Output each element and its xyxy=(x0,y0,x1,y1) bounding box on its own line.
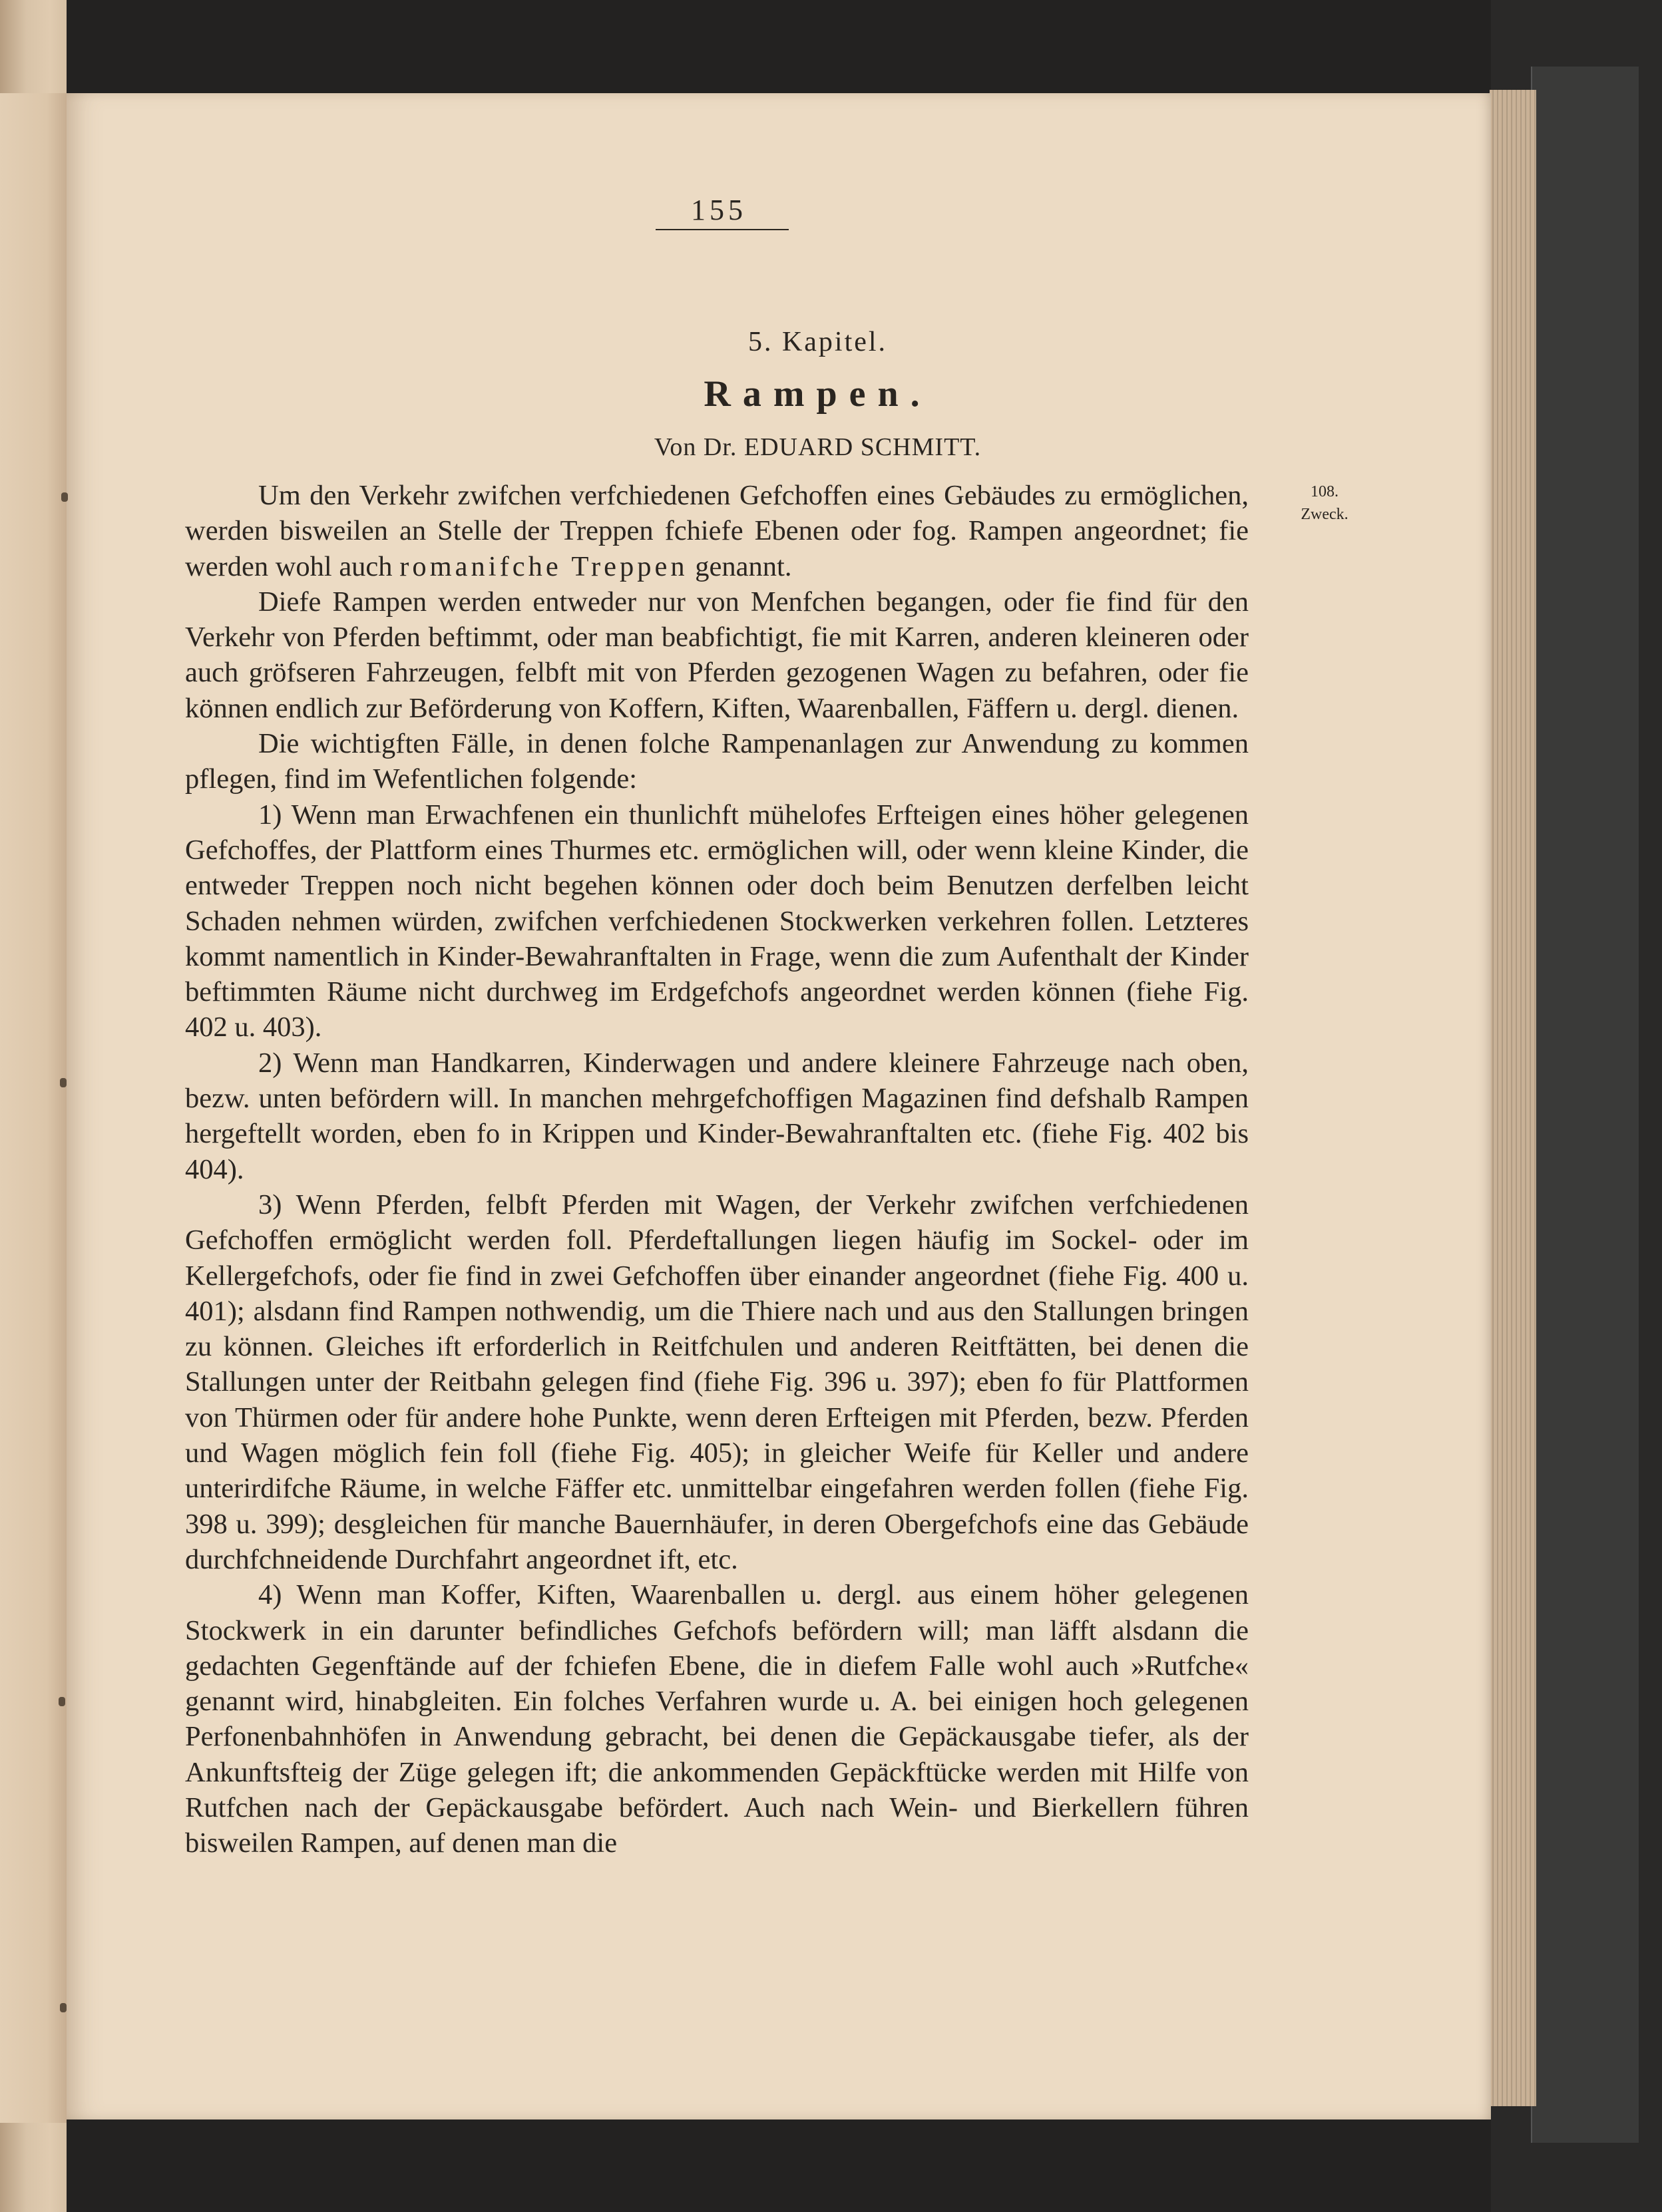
paragraph: 3) Wenn Pferden, felbft Pferden mit Wagen, der Verkehr zwifchen verfchiedenen Gefchoffen ermöglicht werden foll. Pferdeftallungen liegen häufig im Sockel- oder im Kellergefchofs, oder fie find in zwei Gefchoffen über einander angeordnet (fiehe Fig. 400 u. 401); alsdann find Rampen nothwendig, um die Thiere nach und aus den Stallungen bringen zu können. Gleiches ift erforderlich in Reitfchulen und anderen Reitftätten, bei denen die Stallungen unter der Reitbahn gelegen find (fiehe Fig. 396 u. 397); eben fo für Plattformen von Thürmen oder für andere hohe Punkte, wenn deren Erfteigen mit Pferden, bezw. Pferden und Wagen möglich fein foll (fiehe Fig. 405); in gleicher Weife für Keller und andere unterirdifche Räume, in welche Fäffer etc. unmittelbar eingefahren werden follen (fiehe Fig. 398 u. 399); desgleichen für manche Bauernhäufer, in deren Obergefchofs eine das Gebäude durchfchneidende Durchfahrt angeordnet ift, etc. xyxy=(185,1189,1249,1575)
scan-background-bottom xyxy=(67,2120,1491,2212)
margin-note-word: Zweck. xyxy=(1301,506,1349,523)
margin-note-number: 108. xyxy=(1311,483,1339,500)
chapter-title: Rampen. xyxy=(704,373,932,415)
page-number: 155 xyxy=(691,194,747,226)
scan-background-top xyxy=(67,0,1491,93)
paragraph: Diefe Rampen werden entweder nur von Menfchen begangen, oder fie find für den Verkehr von Pferden beftimmt, oder man beabfichtigt, fie mit Karren, anderen kleineren oder auch gröfseren Fahrzeugen, felbft mit von Pferden gezogenen Wagen zu befahren, oder fie können endlich zur Beförderung von Koffern, Kiften, Waarenballen, Fäffern u. dergl. dienen. xyxy=(185,586,1249,724)
header-rule xyxy=(656,229,789,230)
chapter-author: Von Dr. EDUARD SCHMITT. xyxy=(654,433,982,461)
margin-note xyxy=(1288,480,1361,526)
paragraph: Die wichtigften Fälle, in denen folche Rampenanlagen zur Anwendung zu kommen pflegen, find im Wefentlichen folgende: xyxy=(185,728,1249,795)
binding-thread-mark xyxy=(61,492,68,502)
spaced-term: romanifche Treppen xyxy=(399,550,688,582)
paragraph: 2) Wenn man Handkarren, Kinderwagen und andere kleinere Fahrzeuge nach oben, bezw. unten befördern will. In manchen mehrgefchoffigen Magazinen find defshalb Rampen hergeftellt worden, eben fo in Krippen und Kinder-Bewahranftalten etc. (fiehe Fig. 402 bis 404). xyxy=(185,1047,1249,1185)
body-text xyxy=(185,478,1249,1861)
chapter-label: 5. Kapitel. xyxy=(747,327,888,357)
binding-thread-mark xyxy=(59,1697,65,1706)
paragraph: Um den Verkehr zwifchen verfchiedenen Gefchoffen eines Gebäudes zu ermöglichen, werden bisweilen an Stelle der Treppen fchiefe Ebenen oder fog. Rampen angeordnet; fie werden wohl auch romanifche Treppen genannt. xyxy=(185,480,1249,582)
binding-thread-mark xyxy=(60,1078,67,1087)
paragraph: 1) Wenn man Erwachfenen ein thunlichft mühelofes Erfteigen eines höher gelegenen Gefchoffes, der Plattform eines Thurmes etc. ermöglichen will, oder wenn kleine Kinder, die entweder Treppen noch nicht begehen können oder doch beim Benutzen derfelben leicht Schaden nehmen würden, zwifchen verfchiedenen Stockwerken verkehren follen. Letzteres kommt namentlich in Kinder-Bewahranftalten in Frage, wenn die zum Aufenthalt der Kinder beftimmten Räume nicht durchweg im Erdgefchofs angeordnet werden können (fiehe Fig. 402 u. 403). xyxy=(185,799,1249,1043)
paragraph: 4) Wenn man Koffer, Kiften, Waarenballen u. dergl. aus einem höher gelegenen Stockwerk in ein darunter befindliches Gefchofs befördern will; man läfft alsdann die gedachten Gegenftände auf der fchiefen Ebene, die in diefem Falle wohl auch »Rutfche« genannt wird, hinabgleiten. Ein folches Verfahren wurde u. A. bei einigen hoch gelegenen Perfonenbahnhöfen in Anwendung gebracht, bei denen die Gepäckausgabe tiefer, als der Ankunftsfteig der Züge gelegen ift; die ankommenden Gepäckftücke werden mit Hilfe von Rutfchen nach der Gepäckausgabe befördert. Auch nach Wein- und Bierkellern führen bisweilen Rampen, auf denen man die xyxy=(185,1579,1249,1859)
binding-thread-mark xyxy=(60,2003,67,2012)
